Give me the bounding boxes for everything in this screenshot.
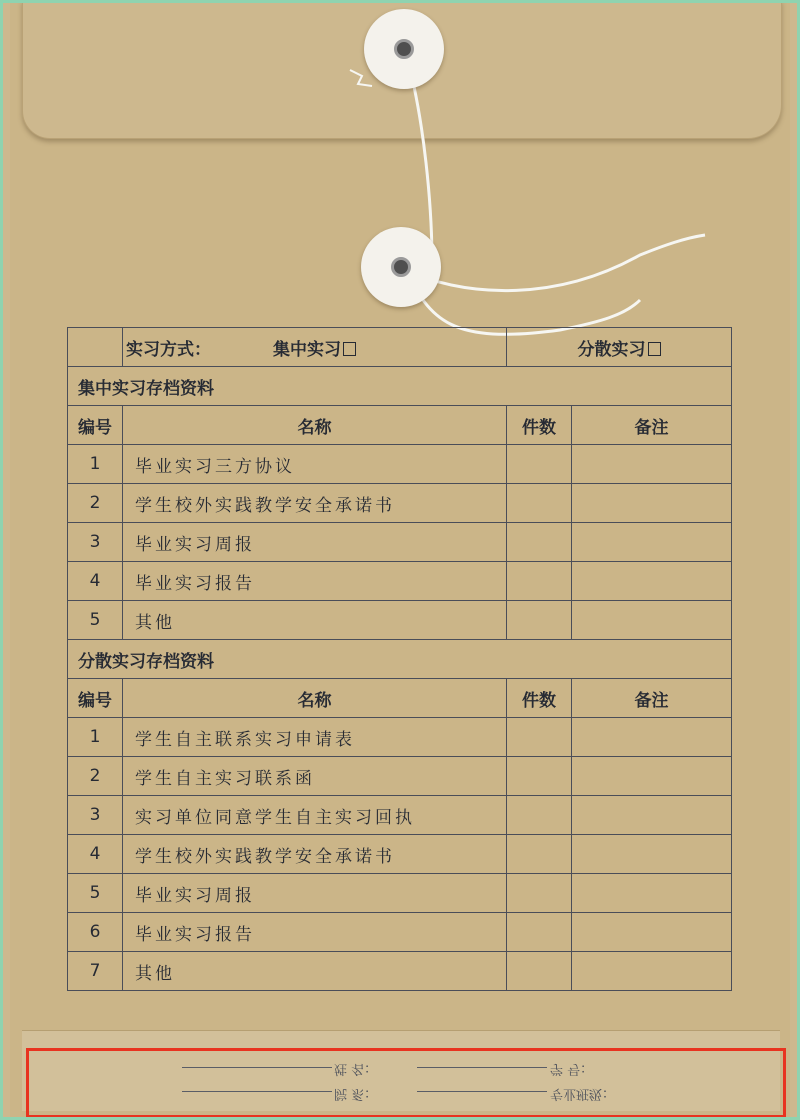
row-name: 学生自主实习联系函 <box>123 757 507 796</box>
row-remark[interactable] <box>572 796 732 835</box>
header-remark: 备注 <box>572 406 732 445</box>
header-remark: 备注 <box>572 679 732 718</box>
row-remark[interactable] <box>572 835 732 874</box>
row-name: 实习单位同意学生自主实习回执 <box>123 796 507 835</box>
table-row <box>68 952 732 991</box>
header-count: 件数 <box>507 679 572 718</box>
header-name: 名称 <box>123 406 507 445</box>
table-row <box>68 913 732 952</box>
row-name: 学生自主联系实习申请表 <box>123 718 507 757</box>
row-name: 其他 <box>123 601 507 640</box>
header-row <box>68 679 732 718</box>
row-remark[interactable] <box>572 757 732 796</box>
row-name: 毕业实习三方协议 <box>123 445 507 484</box>
archive-table <box>67 327 732 991</box>
row-remark[interactable] <box>572 601 732 640</box>
checkbox-icon[interactable] <box>343 342 356 356</box>
mode-label-cell <box>68 328 211 367</box>
header-row <box>68 406 732 445</box>
table-row <box>68 523 732 562</box>
row-no: 2 <box>68 757 123 796</box>
table-row <box>68 445 732 484</box>
row-remark[interactable] <box>572 874 732 913</box>
header-count: 件数 <box>507 406 572 445</box>
table-row <box>68 835 732 874</box>
row-name: 学生校外实践教学安全承诺书 <box>123 484 507 523</box>
row-count[interactable] <box>507 757 572 796</box>
row-count[interactable] <box>507 952 572 991</box>
table-row <box>68 718 732 757</box>
row-name: 其他 <box>123 952 507 991</box>
row-remark[interactable] <box>572 913 732 952</box>
row-count[interactable] <box>507 874 572 913</box>
table-row <box>68 757 732 796</box>
row-no: 3 <box>68 523 123 562</box>
bottom-string-button <box>361 227 441 307</box>
row-name: 毕业实习周报 <box>123 523 507 562</box>
name-label: 姓 名： <box>334 1061 378 1076</box>
row-no: 4 <box>68 562 123 601</box>
table-row <box>68 484 732 523</box>
row-count[interactable] <box>507 913 572 952</box>
row-no: 5 <box>68 601 123 640</box>
row-remark[interactable] <box>572 718 732 757</box>
row-no: 1 <box>68 718 123 757</box>
row-count[interactable] <box>507 835 572 874</box>
row-count[interactable] <box>507 601 572 640</box>
row-no: 7 <box>68 952 123 991</box>
row-no: 2 <box>68 484 123 523</box>
id-label: 学 号： <box>550 1061 594 1076</box>
option-centralized-label: 集中实习 <box>273 339 341 360</box>
row-remark[interactable] <box>572 523 732 562</box>
option-dispersed-label: 分散实习 <box>577 339 646 360</box>
row-remark[interactable] <box>572 445 732 484</box>
row-remark[interactable] <box>572 484 732 523</box>
row-name: 学生校外实践教学安全承诺书 <box>123 835 507 874</box>
table-row <box>68 874 732 913</box>
header-no: 编号 <box>68 406 123 445</box>
row-count[interactable] <box>507 718 572 757</box>
table-row <box>68 796 732 835</box>
option-dispersed[interactable] <box>507 328 732 367</box>
row-no: 5 <box>68 874 123 913</box>
row-no: 4 <box>68 835 123 874</box>
table-row <box>68 601 732 640</box>
table-row <box>68 562 732 601</box>
row-name: 毕业实习报告 <box>123 913 507 952</box>
checkbox-icon[interactable] <box>648 342 661 356</box>
college-label: 院 系： <box>334 1086 378 1101</box>
row-remark[interactable] <box>572 562 732 601</box>
section-centralized-title: 集中实习存档资料 <box>68 367 732 406</box>
row-count[interactable] <box>507 562 572 601</box>
row-no: 6 <box>68 913 123 952</box>
row-no: 1 <box>68 445 123 484</box>
row-count[interactable] <box>507 484 572 523</box>
mode-row <box>68 328 732 367</box>
top-string-button <box>364 9 444 89</box>
row-name: 毕业实习报告 <box>123 562 507 601</box>
row-count[interactable] <box>507 523 572 562</box>
row-no: 3 <box>68 796 123 835</box>
button-hole-icon <box>394 39 414 59</box>
highlight-box <box>26 1048 786 1118</box>
button-hole-icon <box>391 257 411 277</box>
row-count[interactable] <box>507 796 572 835</box>
header-no: 编号 <box>68 679 123 718</box>
row-remark[interactable] <box>572 952 732 991</box>
section-dispersed-title: 分散实习存档资料 <box>68 640 732 679</box>
row-count[interactable] <box>507 445 572 484</box>
major-label: 专业班级： <box>550 1086 616 1101</box>
row-name: 毕业实习周报 <box>123 874 507 913</box>
mode-label: 实习方式： <box>126 339 211 360</box>
header-name: 名称 <box>123 679 507 718</box>
